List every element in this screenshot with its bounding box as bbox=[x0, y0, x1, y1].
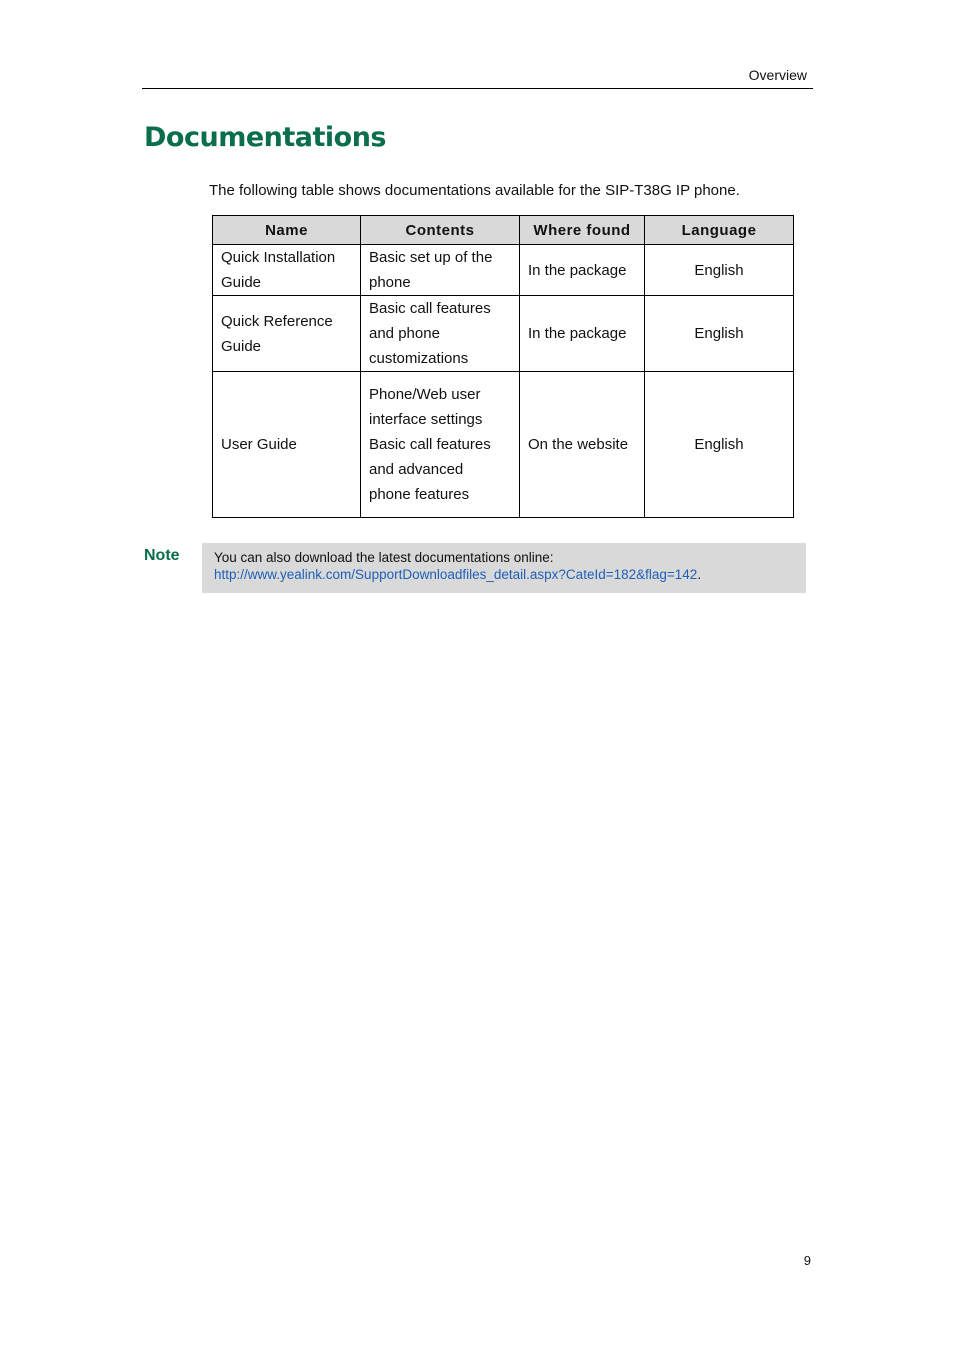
note-text: You can also download the latest documentations online: bbox=[214, 550, 554, 565]
cell-text: User Guide bbox=[221, 436, 297, 453]
column-header-where-found: Where found bbox=[520, 216, 645, 245]
note-link-line bbox=[214, 566, 794, 583]
note-trailing: . bbox=[697, 567, 702, 582]
table-row bbox=[213, 372, 794, 518]
page-number: 9 bbox=[803, 1253, 811, 1268]
documentation-download-link[interactable]: http://www.yealink.com/SupportDownloadfiles_detail.aspx?CateId=182&flag=142 bbox=[214, 567, 698, 582]
cell-text: Basic call features bbox=[369, 436, 491, 453]
documentation-table bbox=[212, 215, 794, 518]
cell-text: Phone/Web user bbox=[369, 386, 481, 403]
page-title: Documentations bbox=[144, 122, 386, 153]
cell-text: Basic set up of the bbox=[369, 249, 493, 266]
cell-language: English bbox=[645, 372, 794, 518]
cell-where-found: On the website bbox=[520, 372, 645, 518]
cell-text: Quick Installation bbox=[221, 249, 336, 266]
column-header-contents: Contents bbox=[361, 216, 520, 245]
intro-paragraph: The following table shows documentations available for the SIP-T38G IP phone. bbox=[209, 182, 740, 199]
running-header: Overview bbox=[748, 67, 807, 83]
cell-text: Basic call features bbox=[369, 300, 491, 317]
cell-contents bbox=[361, 296, 520, 372]
cell-contents bbox=[361, 245, 520, 296]
cell-language: English bbox=[645, 245, 794, 296]
cell-text: and advanced bbox=[369, 461, 464, 478]
cell-text: customizations bbox=[369, 350, 469, 367]
cell-text: Quick Reference bbox=[221, 312, 333, 330]
note-box bbox=[202, 543, 806, 593]
cell-where-found: In the package bbox=[520, 245, 645, 296]
table-row bbox=[213, 245, 794, 296]
cell-name bbox=[213, 245, 361, 296]
cell-name bbox=[213, 296, 361, 372]
cell-text: interface settings bbox=[369, 411, 483, 428]
cell-where-found: In the package bbox=[520, 296, 645, 372]
cell-text: phone features bbox=[369, 486, 470, 503]
column-header-language: Language bbox=[645, 216, 794, 245]
cell-text: Guide bbox=[221, 274, 262, 291]
cell-language: English bbox=[645, 296, 794, 372]
cell-contents bbox=[361, 372, 520, 518]
cell-text: Guide bbox=[221, 337, 262, 355]
cell-text: and phone bbox=[369, 325, 440, 342]
note-label: Note bbox=[144, 547, 180, 564]
header-rule bbox=[142, 88, 813, 89]
cell-name bbox=[213, 372, 361, 518]
table-header-row bbox=[213, 216, 794, 245]
cell-text: phone bbox=[369, 274, 411, 291]
table-row bbox=[213, 296, 794, 372]
column-header-name: Name bbox=[213, 216, 361, 245]
